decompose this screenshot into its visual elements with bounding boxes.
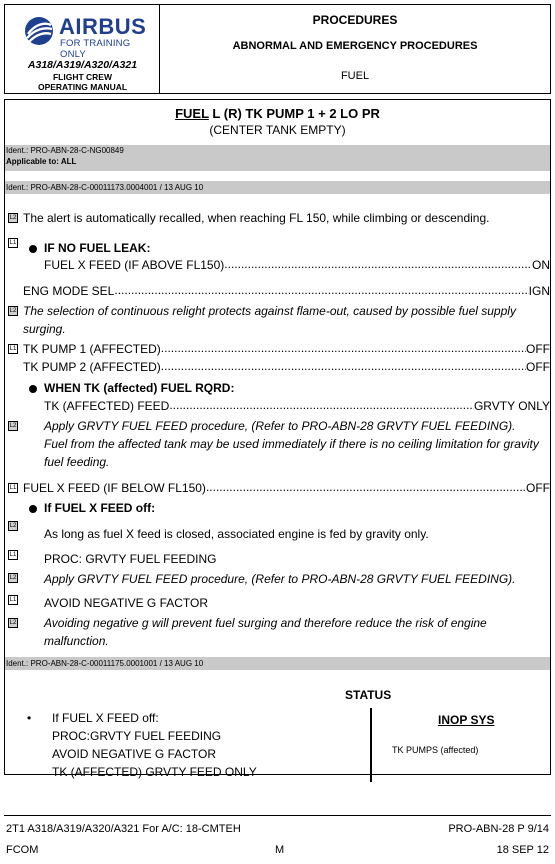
chapter-title: FUEL [340,70,370,82]
action-value: ON [532,258,550,272]
bullet-icon [29,245,37,253]
level-1-icon: L1 [9,346,17,352]
logo-wordmark: AIRBUS [59,14,147,39]
level-1-icon: L1 [9,552,17,558]
bullet-icon [29,385,37,393]
avoid-neg-g-text: AVOID NEGATIVE G FACTOR [44,596,209,610]
dot-leader [114,284,528,298]
dot-leader [224,258,532,272]
action-label: TK (AFFECTED) FEED [44,399,170,413]
level-2-icon: L2 [9,308,17,314]
action-tk-pump2 [23,360,550,374]
condition-when-rqrd: WHEN TK (affected) FUEL RQRD: [44,381,235,395]
bullet-icon [29,505,37,513]
ident-bar-3: Ident.: PRO-ABN-28-C-00011175.0001001 / 13 AUG 10 [5,657,550,670]
inop-sys-item: TK PUMPS (affected) [392,745,479,755]
manual-name-line2: OPERATING MANUAL [37,82,128,92]
relight-note-line1: The selection of continuous relight protects against flame-out, caused by possible fuel supply [23,304,516,318]
neg-g-note-line2: malfunction. [44,634,109,648]
status-divider [370,708,372,782]
dot-leader [206,481,526,495]
level-2-icon: L2 [9,575,17,581]
title-prefix: FUEL [175,106,209,121]
airbus-globe-icon [23,15,55,47]
action-value: OFF [526,481,550,495]
status-line: If FUEL X FEED off: [52,711,159,725]
level-2-icon: L2 [9,620,17,626]
status-line: TK (AFFECTED) GRVTY FEED ONLY [52,765,257,779]
action-label: FUEL X FEED (IF ABOVE FL150) [44,258,225,272]
footer-applicability: 2T1 A318/A319/A320/A321 For A/C: 18-CMTEH [6,823,241,835]
action-tk-pump1 [23,342,550,356]
xfeed-closed-text: As long as fuel X feed is closed, associated engine is fed by gravity only. [44,527,429,541]
level-1-icon: L1 [9,597,17,603]
action-label: TK PUMP 2 (AFFECTED) [23,360,161,374]
applicable-text: Applicable to: ALL [6,157,77,166]
action-tk-feed [44,399,550,413]
ident-bar [5,145,550,171]
action-value: OFF [526,360,550,374]
relight-note-line2: surging. [23,322,66,336]
condition-xfeed-off: If FUEL X FEED off: [44,501,156,515]
level-2-icon: L2 [9,215,17,221]
action-eng-mode [23,284,550,298]
dot-leader [169,399,474,413]
action-label: FUEL X FEED (IF BELOW FL150) [23,481,206,495]
procedure-title [5,106,550,121]
apply-grvty-note-line3: fuel feeding. [44,455,110,469]
header-section-cell [160,5,550,93]
action-label: TK PUMP 1 (AFFECTED) [23,342,161,356]
footer-doc: FCOM [6,844,39,856]
level-2-icon: L2 [9,523,17,529]
header-logo-cell [5,5,160,93]
condition-no-fuel-leak: IF NO FUEL LEAK: [44,241,151,255]
section-title: PROCEDURES [312,13,398,27]
status-title: STATUS [345,688,392,702]
neg-g-note-line1: Avoiding negative g will prevent fuel surging and therefore reduce the risk of engine [44,616,487,630]
dot-leader [161,360,526,374]
status-bullet: • [27,711,32,725]
aircraft-types: A318/A319/A320/A321 [27,59,138,71]
dot-leader [161,342,526,356]
footer-date: 18 SEP 12 [496,844,549,856]
level-1-icon: L1 [9,485,17,491]
level-2-icon: L2 [9,423,17,429]
procedure-subtitle: (CENTER TANK EMPTY) [209,123,346,137]
subsection-title: ABNORMAL AND EMERGENCY PROCEDURES [232,40,478,52]
ident-bar-2: Ident.: PRO-ABN-28-C-00011173.0004001 / 13 AUG 10 [5,181,550,194]
status-line: PROC:GRVTY FUEL FEEDING [52,729,222,743]
logo-subtitle: FOR TRAINING ONLY [60,38,131,60]
action-label: ENG MODE SEL [23,284,115,298]
action-value: GRVTY ONLY [473,399,550,413]
title-rest: L (R) TK PUMP 1 + 2 LO PR [208,106,380,121]
page-header [4,4,551,94]
apply-grvty-note-b: Apply GRVTY FUEL FEED procedure, (Refer to PRO-ABN-28 GRVTY FUEL FEEDING). [44,572,516,586]
inop-sys-title: INOP SYS [438,713,495,727]
manual-name-line1: FLIGHT CREW [52,72,113,82]
ident-text: Ident.: PRO-ABN-28-C-NG00849 [6,146,124,155]
proc-grvty-text: PROC: GRVTY FUEL FEEDING [44,552,217,566]
procedure-box [4,99,551,779]
action-xfeed-above [44,258,550,272]
recall-text: The alert is automatically recalled, when reaching FL 150, while climbing or descending. [23,211,490,225]
apply-grvty-note-line1: Apply GRVTY FUEL FEED procedure, (Refer to PRO-ABN-28 GRVTY FUEL FEEDING). [44,419,516,433]
airbus-logo [23,13,148,60]
footer-mark: M [275,844,285,856]
action-value: IGN [528,284,550,298]
status-line: AVOID NEGATIVE G FACTOR [52,747,217,761]
apply-grvty-note-line2: Fuel from the affected tank may be used immediately if there is no ceiling limitation for gravity [44,437,539,451]
page-footer [4,815,551,856]
level-1-icon: L1 [9,240,17,246]
action-xfeed-below [23,481,550,495]
footer-page-ref: PRO-ABN-28 P 9/14 [448,823,549,835]
action-value: OFF [526,342,550,356]
